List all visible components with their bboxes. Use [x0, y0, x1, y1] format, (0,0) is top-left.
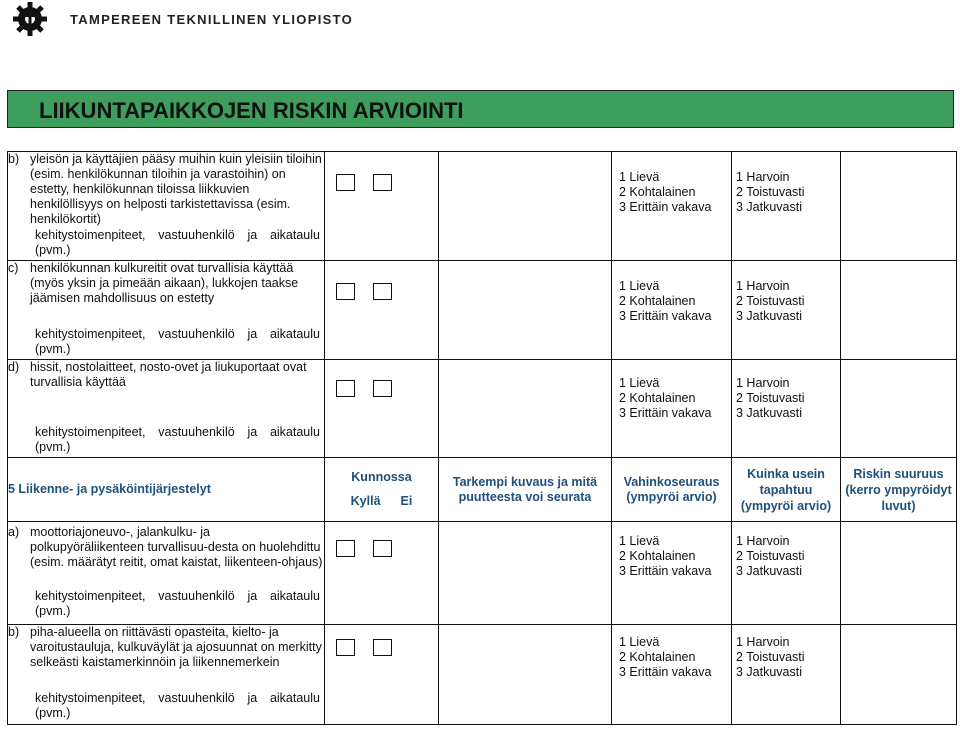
severity-cell: [612, 152, 732, 261]
table-row: [8, 522, 957, 589]
risk-header: Riskin suuruus (kerro ympyröidyt luvut): [841, 458, 957, 522]
university-name: TAMPEREEN TEKNILLINEN YLIOPISTO: [70, 12, 353, 27]
title-banner: [7, 90, 954, 128]
frequency-header: Kuinka usein tapahtuu (ympyröi arvio): [732, 458, 841, 522]
page-title: LIIKUNTAPAIKKOJEN RISKIN ARVIOINTI: [39, 98, 464, 123]
severity-cell: [612, 522, 732, 625]
kunnossa-cell: [325, 625, 439, 725]
plan-date: (pvm.): [35, 705, 71, 720]
ei-checkbox[interactable]: [373, 540, 392, 557]
description-cell[interactable]: [439, 360, 612, 458]
plan-label: kehitystoimenpiteet, vastuuhenkilö ja aikataulu: [35, 227, 320, 242]
item-text: henkilökunnan kulkureitit ovat turvallisia käyttää (myös yksin ja pimeään aikaan), lukkojen taakse jäämisen mahdollisuus on estetty: [30, 261, 299, 305]
item-description: [8, 261, 325, 327]
item-marker: b): [8, 152, 20, 166]
frequency-option[interactable]: 1 Harvoin: [736, 534, 790, 548]
severity-option[interactable]: 3 Erittäin vakava: [619, 665, 712, 679]
plan-date: (pvm.): [35, 603, 71, 618]
plan-cell: [8, 589, 325, 625]
description-cell[interactable]: [439, 152, 612, 261]
kunnossa-label: Kunnossa: [351, 470, 412, 484]
kunnossa-cell: [325, 522, 439, 625]
description-cell[interactable]: [439, 522, 612, 625]
frequency-option[interactable]: 3 Jatkuvasti: [736, 564, 803, 578]
ei-label: Ei: [400, 494, 413, 508]
item-marker: b): [8, 625, 20, 639]
ei-checkbox[interactable]: [373, 639, 392, 656]
risk-cell[interactable]: [841, 522, 957, 625]
severity-option[interactable]: 1 Lievä: [619, 376, 660, 390]
frequency-option[interactable]: 3 Jatkuvasti: [736, 665, 803, 679]
table-row: [8, 152, 957, 228]
plan-label: kehitystoimenpiteet, vastuuhenkilö ja aikataulu: [35, 690, 320, 705]
frequency-option[interactable]: 3 Jatkuvasti: [736, 200, 803, 214]
description-cell[interactable]: [439, 261, 612, 360]
frequency-option[interactable]: 3 Jatkuvasti: [736, 309, 803, 323]
severity-option[interactable]: 2 Kohtalainen: [619, 294, 696, 308]
item-description: [8, 360, 325, 425]
severity-option[interactable]: 3 Erittäin vakava: [619, 406, 712, 420]
plan-label: kehitystoimenpiteet, vastuuhenkilö ja aikataulu: [35, 326, 320, 341]
risk-cell[interactable]: [841, 152, 957, 261]
risk-assessment-table: [7, 151, 957, 725]
table-row: [8, 360, 957, 425]
item-marker: d): [8, 360, 20, 374]
severity-option[interactable]: 3 Erittäin vakava: [619, 200, 712, 214]
risk-cell[interactable]: [841, 625, 957, 725]
table-row: [8, 625, 957, 691]
kunnossa-cell: [325, 152, 439, 261]
item-marker: a): [8, 525, 20, 539]
kunnossa-cell: [325, 261, 439, 360]
severity-option[interactable]: 2 Kohtalainen: [619, 391, 696, 405]
university-logo: [10, 2, 353, 36]
kylla-checkbox[interactable]: [336, 639, 355, 656]
kunnossa-cell: [325, 360, 439, 458]
severity-option[interactable]: 3 Erittäin vakava: [619, 309, 712, 323]
frequency-cell: [732, 360, 841, 458]
severity-cell: [612, 360, 732, 458]
risk-cell[interactable]: [841, 261, 957, 360]
severity-option[interactable]: 1 Lievä: [619, 170, 660, 184]
frequency-cell: [732, 152, 841, 261]
severity-option[interactable]: 1 Lievä: [619, 279, 660, 293]
kylla-checkbox[interactable]: [336, 540, 355, 557]
severity-cell: [612, 261, 732, 360]
plan-cell: [8, 425, 325, 458]
plan-label: kehitystoimenpiteet, vastuuhenkilö ja aikataulu: [35, 424, 320, 439]
frequency-option[interactable]: 3 Jatkuvasti: [736, 406, 803, 420]
severity-option[interactable]: 3 Erittäin vakava: [619, 564, 712, 578]
ei-checkbox[interactable]: [373, 283, 392, 300]
item-text: moottoriajoneuvo-, jalankulku- ja polkupyöräliikenteen turvallisuu-desta on huolehdittu (esim. määrätyt reitit, omat kaistat, liikenteen-ohjaus): [30, 525, 323, 569]
plan-label: kehitystoimenpiteet, vastuuhenkilö ja aikataulu: [35, 588, 320, 603]
plan-cell: [8, 691, 325, 725]
frequency-option[interactable]: 1 Harvoin: [736, 170, 790, 184]
frequency-option[interactable]: 2 Toistuvasti: [736, 294, 805, 308]
item-description: [8, 625, 325, 691]
plan-date: (pvm.): [35, 341, 71, 356]
section-header-row: [8, 458, 957, 522]
plan-date: (pvm.): [35, 242, 71, 257]
plan-date: (pvm.): [35, 439, 71, 454]
severity-option[interactable]: 2 Kohtalainen: [619, 650, 696, 664]
ei-checkbox[interactable]: [373, 380, 392, 397]
kunnossa-header: [325, 458, 439, 522]
kylla-checkbox[interactable]: [336, 283, 355, 300]
item-text: piha-alueella on riittävästi opasteita, kielto- ja varoitustauluja, kulkuväylät ja ajosuunnat on merkitty selkeästi kaistamerkinnöin ja liikennemerkein: [30, 625, 322, 669]
kylla-checkbox[interactable]: [336, 380, 355, 397]
table-row: [8, 261, 957, 327]
description-cell[interactable]: [439, 625, 612, 725]
kylla-checkbox[interactable]: [336, 174, 355, 191]
frequency-option[interactable]: 2 Toistuvasti: [736, 650, 805, 664]
item-marker: c): [8, 261, 19, 275]
severity-option[interactable]: 2 Kohtalainen: [619, 549, 696, 563]
gear-logo-icon: [10, 2, 54, 36]
severity-option[interactable]: 1 Lievä: [619, 534, 660, 548]
item-description: [8, 522, 325, 589]
risk-cell[interactable]: [841, 360, 957, 458]
severity-option[interactable]: 1 Lievä: [619, 635, 660, 649]
frequency-cell: [732, 522, 841, 625]
severity-header: Vahinkoseuraus (ympyröi arvio): [612, 458, 732, 522]
frequency-option[interactable]: 2 Toistuvasti: [736, 549, 805, 563]
frequency-option[interactable]: 2 Toistuvasti: [736, 185, 805, 199]
plan-cell: [8, 327, 325, 360]
severity-cell: [612, 625, 732, 725]
frequency-option[interactable]: 2 Toistuvasti: [736, 391, 805, 405]
frequency-option[interactable]: 1 Harvoin: [736, 376, 790, 390]
ei-checkbox[interactable]: [373, 174, 392, 191]
item-text: hissit, nostolaitteet, nosto-ovet ja liukuportaat ovat turvallisia käyttää: [30, 360, 307, 389]
section-title: 5 Liikenne- ja pysäköintijärjestelyt: [8, 458, 325, 522]
frequency-option[interactable]: 1 Harvoin: [736, 635, 790, 649]
description-header: Tarkempi kuvaus ja mitä puutteesta voi seurata: [439, 458, 612, 522]
frequency-cell: [732, 261, 841, 360]
item-text: yleisön ja käyttäjien pääsy muihin kuin yleisiin tiloihin (esim. henkilökunnan tiloihin ja varastoihin) on estetty, henkilökunnan tiloissa liikkuvien henkilöllisyys on helposti tarkistettavissa (esim. henkilökortit): [30, 152, 322, 226]
frequency-cell: [732, 625, 841, 725]
frequency-option[interactable]: 1 Harvoin: [736, 279, 790, 293]
item-description: [8, 152, 325, 228]
severity-option[interactable]: 2 Kohtalainen: [619, 185, 696, 199]
kylla-label: Kyllä: [350, 494, 381, 508]
plan-cell: [8, 228, 325, 261]
